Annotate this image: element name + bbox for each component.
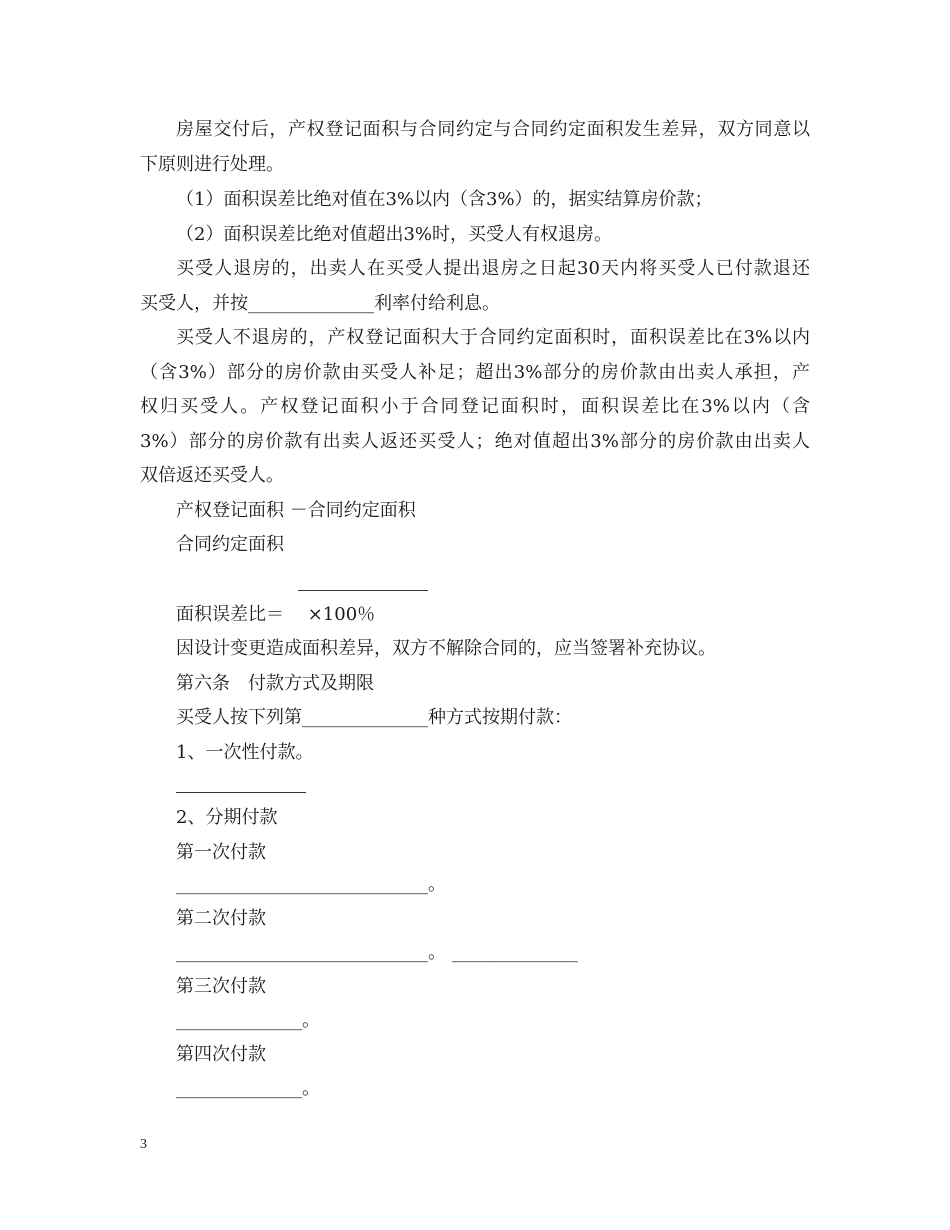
paragraph-line: 因设计变更造成面积差异，双方不解除合同的，应当签署补充协议。 (176, 638, 716, 659)
installment-label: 第四次付款 (176, 1044, 266, 1065)
installment-blank: ______________。 (176, 1078, 320, 1099)
paragraph-line: 买受人退房的，出卖人在买受人提出退房之日起30天内将买受人已付款退还 (176, 258, 810, 279)
installment-label: 第三次付款 (176, 976, 266, 997)
page-number: 3 (140, 1137, 147, 1152)
list-item: 2、分期付款 (176, 807, 278, 828)
paragraph-line: 买受人不退房的，产权登记面积大于合同约定面积时，面积误差比在3%以内 (176, 327, 810, 348)
formula-denominator: 合同约定面积 (176, 534, 284, 555)
section-heading: 第六条 付款方式及期限 (176, 673, 374, 694)
blank-rule (176, 792, 306, 793)
paragraph-line: 房屋交付后，产权登记面积与合同约定与合同约定面积发生差异，双方同意以 (176, 119, 810, 140)
list-item: 1、一次性付款。 (176, 742, 314, 763)
list-item: （2）面积误差比绝对值超出3%时，买受人有权退房。 (176, 224, 613, 245)
paragraph-line: 下原则进行处理。 (140, 154, 284, 175)
paragraph-line: 买受人，并按______________利率付给利息。 (140, 293, 500, 314)
installment-blank: ______________。 (176, 1010, 320, 1031)
formula-line: 面积误差比＝ ×100％ (176, 604, 376, 625)
paragraph-line: 买受人按下列第______________种方式按期付款： (176, 707, 572, 728)
paragraph-line: 双倍返还买受人。 (140, 465, 284, 486)
formula-numerator: 产权登记面积 －合同约定面积 (176, 500, 416, 521)
paragraph-line: 权归买受人。产权登记面积小于合同登记面积时，面积误差比在3%以内（含 (140, 396, 810, 417)
paragraph-line: 3%）部分的房价款有出卖人返还买受人；绝对值超出3%部分的房价款由出卖人 (140, 431, 810, 452)
installment-blank: ____________________________。 ______________ (176, 942, 578, 963)
fraction-rule (298, 590, 428, 591)
list-item: （1）面积误差比绝对值在3%以内（含3%）的，据实结算房价款； (176, 189, 713, 210)
installment-label: 第二次付款 (176, 908, 266, 929)
paragraph-line: （含3%）部分的房价款由买受人补足；超出3%部分的房价款由出卖人承担，产 (140, 362, 810, 383)
installment-label: 第一次付款 (176, 842, 266, 863)
installment-blank: ____________________________。 (176, 874, 446, 895)
